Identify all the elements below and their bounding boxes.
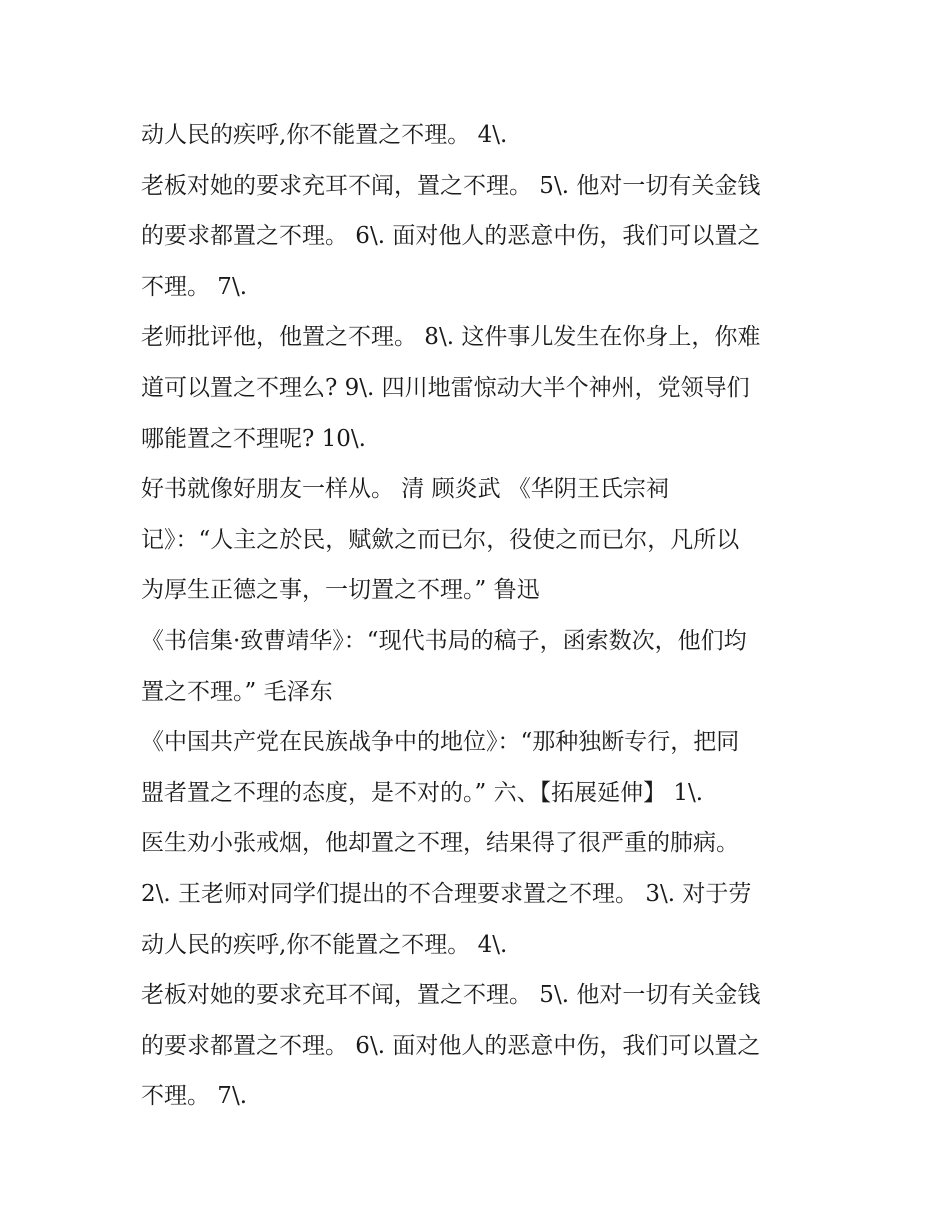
text-line-18: 老板对她的要求充耳不闻，置之不理。 5\. 他对一切有关金钱	[141, 982, 761, 1009]
text-line-10: 为厚生正德之事，一切置之不理。” 鲁迅	[141, 577, 540, 604]
text-line-3: 的要求都置之不理。 6\. 面对他人的恶意中伤，我们可以置之	[141, 223, 761, 250]
text-line-13: 《中国共产党在民族战争中的地位》：“那种独断专行，把同	[141, 729, 740, 756]
text-line-12: 置之不理。” 毛泽东	[141, 678, 333, 705]
text-line-4: 不理。 7\.	[141, 273, 248, 300]
text-line-1: 动人民的疾呼,你不能置之不理。 4\.	[141, 122, 508, 148]
text-line-11: 《书信集·致曹靖华》：“现代书局的稿子，函索数次，他们均	[141, 627, 747, 654]
text-line-2: 老板对她的要求充耳不闻，置之不理。 5\. 他对一切有关金钱	[141, 172, 761, 199]
text-line-8: 好书就像好朋友一样从。 清 顾炎武 《华阴王氏宗祠	[141, 476, 669, 503]
text-line-16: 2\. 王老师对同学们提出的不合理要求置之不理。 3\. 对于劳	[141, 880, 752, 907]
text-line-5: 老师批评他，他置之不理。 8\. 这件事儿发生在你身上，你难	[141, 324, 761, 351]
body-text	[141, 110, 821, 1122]
text-line-9: 记》：“人主之於民，赋歛之而已尔，役使之而已尔，凡所以	[141, 526, 740, 553]
text-line-17: 动人民的疾呼,你不能置之不理。 4\.	[141, 931, 508, 958]
text-line-20: 不理。 7\.	[141, 1083, 248, 1110]
text-line-15: 医生劝小张戒烟，他却置之不理，结果得了很严重的肺病。	[141, 830, 739, 857]
text-line-19: 的要求都置之不理。 6\. 面对他人的恶意中伤，我们可以置之	[141, 1032, 761, 1059]
text-line-6: 道可以置之不理么? 9\. 四川地雷惊动大半个神州，党领导们	[141, 374, 750, 401]
text-line-7: 哪能置之不理呢? 10\.	[141, 425, 366, 452]
text-line-14: 盟者置之不理的态度，是不对的。” 六、【拓展延伸】 1\.	[141, 779, 704, 806]
